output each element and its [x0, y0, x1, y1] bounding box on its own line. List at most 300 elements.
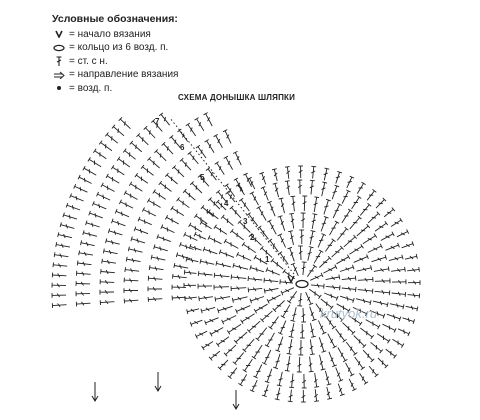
stitch-symbol: [289, 213, 294, 228]
stitch-symbol: [279, 198, 285, 213]
stitch-symbol: [266, 268, 280, 276]
stitch-symbol: [119, 117, 131, 128]
scheme-title: СХЕМА ДОНЫШКА ШЛЯПКИ: [178, 93, 296, 102]
stitch-symbol: [83, 166, 96, 175]
stitch-symbol: [198, 284, 212, 289]
legend-item-label: = направление вязания: [69, 69, 179, 80]
stitch-symbol: [236, 184, 245, 195]
stitch-symbol: [243, 359, 253, 372]
stitch-symbol: [278, 321, 286, 335]
stitch-symbol: [233, 151, 241, 165]
stitch-symbol: [321, 216, 328, 231]
stitch-symbol: [392, 292, 406, 297]
stitch-symbol: [233, 353, 244, 365]
stitch-symbol: [325, 371, 331, 385]
stitch-symbol: [180, 158, 191, 170]
stitch-symbol: [337, 227, 348, 240]
stitch-symbol: [352, 196, 362, 209]
stitch-symbol: [301, 390, 306, 402]
stitch-symbol: [219, 250, 234, 258]
stitch-symbol: [332, 185, 339, 199]
stitch-symbol: [216, 261, 231, 267]
start-chain-line: [170, 118, 294, 274]
stitch-symbol: [247, 321, 260, 333]
stitch-symbol: [135, 173, 148, 183]
stitch-symbol: [117, 157, 130, 167]
stitch-symbol: [408, 280, 420, 285]
stitch-symbol: [354, 336, 366, 348]
stitch-symbol: [392, 279, 406, 284]
stitch-symbol: [360, 203, 371, 215]
stitch-symbol: [134, 227, 148, 234]
legend-title: Условные обозначения:: [52, 13, 178, 25]
stitch-symbol: [176, 253, 190, 259]
stitch-symbol: [324, 168, 330, 180]
stitch-symbol: [298, 340, 303, 355]
stitch-symbol: [198, 271, 212, 276]
stitch-symbol: [215, 296, 230, 301]
stitch-symbol: [231, 275, 246, 280]
stitch-symbol: [100, 300, 114, 305]
stitch-symbol: [76, 302, 90, 307]
stitch-symbol: [204, 113, 213, 126]
stitch-symbol: [342, 190, 350, 204]
stitch-symbol: [371, 342, 383, 353]
stitch-symbol: [111, 165, 124, 175]
stitch-symbol: [214, 285, 229, 290]
stitch-symbol: [153, 190, 166, 200]
stitch-symbol: [238, 374, 246, 386]
stitch-symbol: [224, 156, 233, 169]
stitch-symbol: [259, 172, 265, 184]
stitch-symbol: [369, 366, 378, 377]
stitch-symbol: [92, 201, 106, 209]
stitch-symbol: [278, 252, 288, 265]
stitch-symbol: [329, 352, 337, 367]
stitch-symbol: [310, 231, 316, 245]
stitch-symbol: [239, 198, 249, 211]
stitch-symbol: [336, 171, 342, 183]
stitch-symbol: [360, 328, 373, 339]
stitch-symbol: [252, 345, 262, 359]
stitch-symbol: [70, 194, 84, 202]
stitch-symbol: [250, 192, 259, 205]
stitch-symbol: [337, 255, 350, 264]
legend-item-label: = ст. с н.: [69, 55, 108, 67]
row-number-label: 4: [224, 199, 229, 208]
stitch-symbol: [58, 232, 72, 238]
stitch-symbol: [248, 276, 262, 281]
direction-arrow-icon: [233, 390, 239, 409]
stitch-symbol: [346, 363, 355, 376]
stitch-symbol: [253, 365, 261, 379]
stitch-symbol: [297, 180, 302, 194]
stitch-symbol: [216, 337, 229, 347]
stitch-symbol: [336, 329, 347, 342]
starting-ring: [296, 281, 308, 288]
stitch-symbol: [338, 384, 344, 396]
stitch-symbol: [165, 215, 178, 224]
stitch-symbol: [187, 309, 199, 314]
stitch-symbol: [236, 306, 251, 314]
stitch-symbol: [66, 203, 80, 210]
stitch-symbol: [406, 306, 418, 312]
stitch-symbol: [105, 133, 117, 144]
stitch-symbol: [224, 239, 238, 248]
stitch-symbol: [340, 265, 354, 272]
stitch-symbol: [390, 303, 404, 309]
stitch-symbol: [306, 292, 314, 305]
stitch-symbol: [342, 276, 356, 281]
stitch-symbol: [101, 183, 115, 192]
stitch-symbol: [302, 196, 307, 211]
stitch-symbol: [161, 225, 175, 233]
stitch-symbol: [298, 246, 303, 260]
stitch-symbol: [357, 224, 370, 236]
stitch-symbol: [214, 225, 227, 235]
stitch-symbol: [162, 142, 173, 154]
stitch-symbol: [60, 222, 74, 228]
stitch-symbol: [108, 229, 122, 235]
stitch-symbol: [314, 197, 320, 212]
stitch-symbol: [123, 149, 135, 160]
stitch-symbol: [195, 331, 207, 338]
stitch-symbol: [300, 324, 305, 338]
stitch-symbol: [378, 358, 388, 368]
stitch-symbol: [190, 181, 202, 193]
stitch-symbol: [184, 270, 196, 275]
stitch-symbol: [76, 281, 90, 286]
stitch-symbol: [312, 214, 318, 229]
stitch-symbol: [201, 307, 215, 313]
stitch-symbol: [314, 389, 319, 401]
stitch-symbol: [101, 269, 115, 274]
stitch-symbol: [327, 387, 332, 399]
stitch-symbol: [276, 337, 283, 352]
stitch-symbol: [89, 211, 103, 218]
stitch-symbol: [52, 273, 66, 278]
stitch-symbol: [115, 209, 129, 217]
stitch-symbol: [242, 242, 256, 252]
stitch-symbol: [88, 157, 101, 166]
stitch-symbol: [77, 261, 91, 266]
stitch-symbol: [342, 287, 356, 292]
stitch-symbol: [225, 184, 235, 197]
stitch-symbol: [169, 135, 180, 147]
stitch-symbol: [328, 334, 337, 348]
stitch-symbol: [287, 291, 297, 303]
stitch-symbol: [311, 284, 324, 289]
stitch-symbol: [54, 252, 68, 257]
row-number-label: 2: [250, 233, 255, 242]
stitch-symbol: [368, 244, 383, 253]
stitch-symbol: [119, 200, 133, 208]
stitch-symbol: [186, 123, 196, 136]
stitch-symbol: [103, 249, 117, 255]
stitch-symbol: [321, 182, 327, 196]
stitch-symbol: [377, 334, 390, 344]
stitch-symbol: [130, 141, 142, 152]
stitch-symbol: [269, 317, 279, 330]
stitch-symbol: [52, 283, 66, 288]
stitch-symbol: [141, 165, 154, 176]
stitch-symbol: [310, 180, 315, 194]
stitch-symbol: [324, 199, 331, 214]
stitch-symbol: [200, 259, 214, 265]
legend-item-label: = возд. п.: [69, 82, 113, 94]
stitch-symbol: [265, 333, 275, 347]
stitch-symbol: [183, 189, 195, 200]
stitch-symbol: [271, 259, 283, 270]
stitch-symbol: [194, 214, 207, 224]
stitch-symbol: [209, 351, 220, 360]
stitch-symbol: [408, 293, 420, 298]
stitch-symbol: [343, 323, 356, 335]
stitch-symbol: [180, 242, 194, 249]
stitch-symbol: [268, 239, 278, 252]
stitch-symbol: [333, 203, 342, 218]
stitch-symbol: [308, 247, 314, 261]
direction-arrow-icon: [155, 372, 161, 391]
stitch-symbol: [241, 314, 255, 324]
stitch-symbol: [301, 308, 306, 322]
stitch-symbol: [260, 311, 272, 322]
stitch-symbol: [342, 209, 352, 223]
legend-item-label: = начало вязания: [69, 28, 151, 40]
stitch-symbol: [63, 213, 77, 220]
stitch-symbol: [112, 125, 124, 136]
stitch-symbol: [81, 240, 95, 246]
stitch-symbol: [112, 219, 126, 226]
stitch-symbol: [237, 252, 252, 260]
stitch-symbol: [357, 265, 372, 271]
stitch-symbol: [154, 245, 168, 251]
stitch-symbol: [203, 247, 217, 254]
stitch-symbol: [326, 275, 340, 280]
stitch-symbol: [222, 316, 237, 325]
stitch-symbol: [291, 263, 299, 276]
stitch-symbol: [208, 235, 222, 243]
stitch-symbol: [201, 205, 213, 216]
stitch-symbol: [288, 390, 293, 402]
stitch-symbol: [125, 267, 139, 272]
stitch-symbol: [387, 314, 401, 321]
stitch-symbol: [298, 166, 303, 178]
stitch-symbol: [340, 296, 354, 303]
stitch-symbol: [208, 197, 220, 209]
stitch-symbol: [357, 182, 365, 194]
stitch-symbol: [297, 357, 302, 372]
stitch-symbol: [100, 279, 114, 284]
stitch-symbol: [124, 299, 138, 304]
stitch-symbol: [302, 262, 307, 275]
stitch-symbol: [267, 201, 275, 216]
stitch-symbol: [247, 213, 258, 226]
stitch-symbol: [52, 293, 66, 298]
stitch-symbol: [144, 126, 155, 138]
stitch-symbol: [230, 229, 243, 240]
stitch-symbol: [288, 247, 295, 261]
stitch-symbol: [403, 318, 415, 324]
stitch-symbol: [360, 373, 369, 384]
stitch-symbol: [124, 288, 138, 293]
stitch-symbol: [363, 234, 377, 244]
stitch-symbol: [106, 174, 119, 183]
stitch-symbol: [262, 350, 271, 365]
stitch-symbol: [349, 379, 356, 391]
stitch-symbol: [154, 149, 166, 160]
stitch-symbol: [397, 229, 409, 236]
stitch-symbol: [392, 339, 404, 347]
stitch-symbol: [287, 339, 293, 354]
row-number-label: 7: [155, 117, 160, 126]
stitch-symbol: [281, 305, 290, 318]
stitch-symbol: [347, 176, 354, 188]
stitch-symbol: [214, 273, 229, 278]
stitch-symbol: [261, 187, 268, 201]
stitch-symbol: [74, 184, 88, 192]
stitch-symbol: [157, 234, 171, 241]
stitch-symbol: [302, 374, 307, 388]
stitch-symbol: [318, 321, 326, 335]
stitch-symbol: [243, 339, 255, 352]
stitch-symbol: [290, 196, 295, 211]
stitch-symbol: [277, 372, 283, 386]
stitch-symbol: [285, 181, 290, 195]
stitch-symbol: [386, 243, 400, 250]
direction-arrow-icon: [92, 382, 98, 401]
stitch-symbol: [354, 254, 369, 262]
stitch-symbol: [318, 234, 326, 248]
stitch-symbol: [314, 250, 323, 263]
stitch-symbol: [291, 307, 297, 321]
stitch-symbol: [307, 265, 317, 277]
stitch-symbol: [174, 263, 188, 269]
stitch-symbol: [350, 216, 362, 229]
stitch-symbol: [106, 239, 120, 245]
stitch-symbol: [205, 318, 219, 325]
stitch-symbol: [250, 297, 264, 304]
stitch-symbol: [194, 232, 206, 239]
stitch-symbol: [356, 299, 371, 305]
stitch-symbol: [199, 296, 213, 301]
stitch-symbol: [172, 296, 186, 301]
stitch-symbol: [254, 304, 267, 313]
stitch-symbol: [310, 339, 315, 354]
stitch-symbol: [214, 134, 223, 147]
stitch-symbol: [137, 133, 149, 144]
stitch-symbol: [320, 355, 326, 370]
stitch-symbol: [358, 277, 373, 282]
stitch-symbol: [273, 354, 280, 369]
stitch-symbol: [275, 388, 281, 400]
stitch-symbol: [250, 265, 264, 272]
stitch-symbol: [97, 192, 111, 200]
stitch-symbol: [99, 141, 112, 151]
stitch-symbol: [344, 235, 357, 247]
stitch-symbol: [147, 198, 160, 207]
stitch-symbol: [86, 221, 100, 227]
stitch-symbol: [224, 345, 236, 356]
stitch-symbol: [367, 189, 376, 200]
stitch-symbol: [100, 290, 114, 295]
start-v-icon: [288, 276, 294, 282]
stitch-symbol: [262, 385, 268, 397]
stitch-symbol: [299, 230, 304, 244]
stitch-symbol: [285, 167, 290, 179]
stitch-symbol: [148, 157, 160, 168]
stitch-symbol: [102, 259, 116, 264]
stitch-symbol: [301, 213, 306, 228]
stitch-symbol: [227, 324, 241, 334]
stitch-symbol: [148, 297, 162, 302]
stitch-symbol: [149, 265, 163, 270]
stitch-symbol: [177, 197, 190, 207]
stitch-symbol: [218, 306, 233, 313]
stitch-symbol: [383, 324, 397, 332]
stitch-symbol: [281, 288, 294, 296]
row-number-label: 1: [265, 255, 270, 264]
stitch-symbol: [288, 231, 293, 245]
stitch-symbol: [53, 262, 67, 267]
stitch-symbol: [188, 152, 199, 164]
stitch-symbol: [309, 357, 314, 372]
stitch-symbol: [178, 129, 188, 142]
stitch-symbol: [221, 215, 233, 226]
stitch-symbol: [278, 234, 286, 248]
stitch-symbol: [171, 206, 184, 216]
stitch-symbol: [363, 350, 374, 362]
stitch-symbol: [330, 221, 340, 235]
stitch-symbol: [314, 373, 319, 387]
stitch-symbol: [189, 244, 201, 250]
stitch-symbol: [366, 320, 380, 329]
stitch-symbol: [407, 267, 419, 272]
stitch-symbol: [310, 273, 323, 281]
stitch-symbol: [256, 328, 267, 341]
stitch-symbol: [52, 303, 66, 308]
stitch-symbol: [223, 130, 231, 144]
stitch-symbol: [79, 251, 93, 256]
stitch-symbol: [159, 113, 170, 125]
stitch-symbol: [148, 276, 162, 281]
stitch-symbol: [195, 118, 204, 131]
stitch-symbol: [126, 257, 140, 263]
stitch-symbol: [324, 293, 338, 301]
stitch-symbol: [368, 212, 380, 223]
stitch-symbol: [185, 296, 197, 301]
stitch-symbol: [267, 295, 281, 304]
stitch-symbol: [129, 182, 142, 192]
stitch-symbol: [56, 242, 70, 248]
stitch-symbol: [289, 323, 295, 337]
stitch-symbol: [76, 291, 90, 296]
row-number-label: 5: [200, 173, 205, 182]
stitch-symbol: [384, 208, 395, 217]
stitch-symbol: [338, 348, 348, 362]
stitch-symbol: [231, 286, 246, 291]
stitch-symbol: [151, 255, 165, 261]
stitch-symbol: [398, 329, 410, 336]
stitch-symbol: [278, 216, 285, 231]
stitch-symbol: [309, 289, 321, 299]
stitch-symbol: [391, 267, 405, 272]
stitch-symbol: [264, 288, 278, 293]
stitch-symbol: [267, 220, 276, 234]
stitch-symbol: [128, 247, 142, 253]
stitch-symbol: [234, 332, 247, 344]
stitch-symbol: [311, 323, 316, 337]
